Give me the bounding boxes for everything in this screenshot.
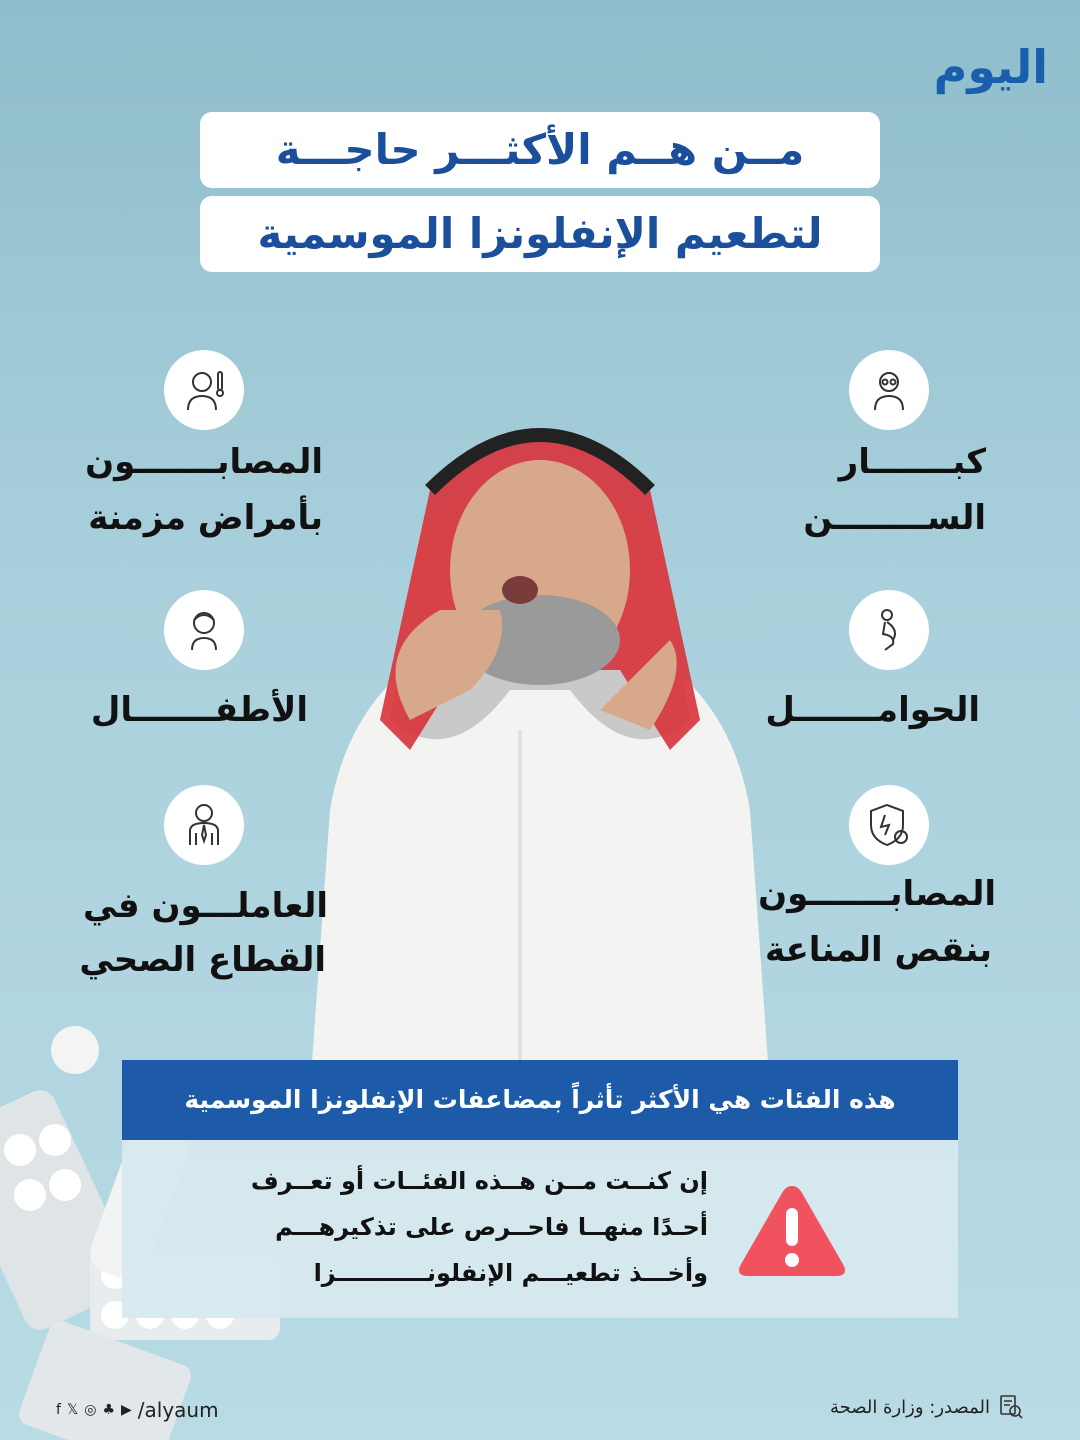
- snapchat-icon[interactable]: ♣: [102, 1402, 115, 1418]
- page-title-line-2: لتطعيم الإنفلونزا الموسمية: [200, 196, 880, 272]
- category-health-workers-line-1: العاملـــون في: [82, 886, 328, 926]
- page-title-line-1: مــن هــم الأكثـــر حاجـــة: [200, 112, 880, 188]
- category-elderly-line-2: الســــــــن: [803, 498, 986, 538]
- notice-line-2: أحـدًا منهــا فاحــرص على تذكيرهـــم: [275, 1213, 708, 1241]
- notice-line-1: إن كنــت مــن هــذه الفئــات أو تعــرف: [250, 1167, 708, 1195]
- social-links: [56, 1398, 219, 1422]
- key-message-banner: هذه الفئات هي الأكثر تأثراً بمضاعفات الإنفلونزا الموسمية: [122, 1060, 958, 1140]
- source-text: المصدر: وزارة الصحة: [829, 1396, 990, 1418]
- alyaum-logo: اليوم: [933, 40, 1048, 94]
- category-health-workers-line-2: القطاع الصحي: [79, 940, 326, 980]
- youtube-icon[interactable]: ▶: [121, 1402, 132, 1418]
- child-icon: [164, 590, 244, 670]
- category-pregnant: الحوامـــــــل: [765, 690, 980, 730]
- notice-line-3: وأخـــذ تطعيـــم الإنفلونـــــــــــزا: [313, 1259, 708, 1287]
- elderly-person-icon: [849, 350, 929, 430]
- document-search-icon: [998, 1394, 1024, 1420]
- category-immunodeficient-line-2: بنقص المناعة: [764, 930, 992, 970]
- category-chronic-line-1: المصابـــــــون: [85, 442, 323, 482]
- notice-text: [188, 1158, 708, 1296]
- category-chronic-line-2: بأمراض مزمنة: [88, 498, 323, 538]
- virus-shield-icon: [849, 785, 929, 865]
- pregnant-woman-icon: [849, 590, 929, 670]
- facebook-icon[interactable]: f: [56, 1402, 61, 1418]
- warning-icon: [736, 1180, 848, 1280]
- category-elderly-line-1: كبـــــــار: [838, 442, 986, 482]
- x-icon[interactable]: 𝕏: [66, 1402, 79, 1418]
- category-children: الأطفـــــــال: [90, 690, 308, 730]
- instagram-icon[interactable]: ◎: [84, 1402, 97, 1418]
- notice-panel: [122, 1140, 958, 1318]
- health-worker-icon: [164, 785, 244, 865]
- sick-person-thermometer-icon: [164, 350, 244, 430]
- source-credit: [830, 1394, 1024, 1420]
- social-handle[interactable]: /alyaum: [137, 1398, 219, 1422]
- category-immunodeficient-line-1: المصابـــــــون: [758, 874, 996, 914]
- coughing-man-illustration: [270, 390, 810, 1090]
